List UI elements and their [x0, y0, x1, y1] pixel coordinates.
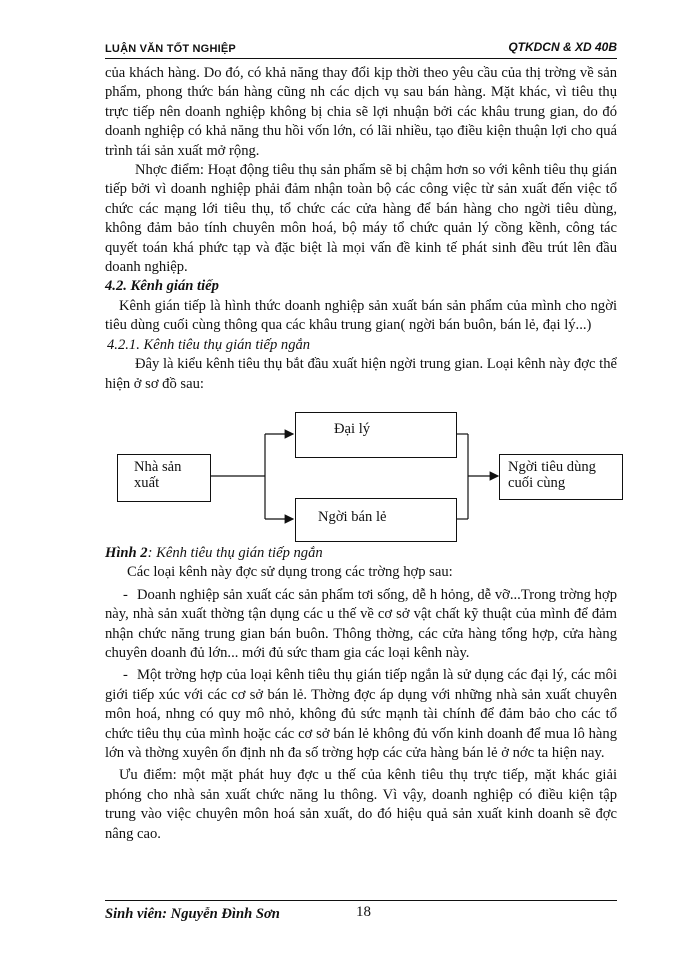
bullet-text-2: Một trờng hợp của loại kênh tiêu thụ gián tiếp ngắn là sử dụng các đại lý, các môi giới tiếp xúc với các cơ sở bán lẻ. Thờng đợc áp dụng với những nhà sản xuất chuyên môn hoá, nhng có quy mô nhỏ, không đủ sức mạnh tài chính để đảm bảo cho các tổ chức tiêu thụ của mình hoặc các cơ sở bán lẻ không đủ vốn kinh doanh để mua lô hàng lớn và thờng xuyên ổn định nh đa số trờng hợp các cửa hàng bán lẻ ở nớc ta hiện nay. [105, 667, 617, 761]
paragraph-disadvantages: Nhợc điểm: Hoạt động tiêu thụ sản phẩm sẽ bị chậm hơn so với kênh tiêu thụ gián tiếp bởi vì doanh nghiệp phải đảm nhận toàn bộ các công việc từ sản xuất đến việc tổ chức các mạng lới tiêu thụ, tổ chức các cửa hàng để bán hàng cho ngời tiêu dùng, không đảm bảo tính chuyên môn hoá, bộ máy tổ chức quản lý cồng kềnh, công tác quyết toán khá phức tạp và đặc biệt là mọi vấn đề kinh tế phát sinh đều trút lên đầu doanh nghiệp. [105, 162, 617, 276]
bullet-dash-1: - [123, 586, 128, 603]
bullet-dash-2: - [123, 667, 128, 684]
figure-caption [105, 544, 617, 563]
page-body [105, 64, 617, 844]
box-retailer [295, 498, 457, 542]
header-class: QTKDCN & XD 40B [508, 40, 617, 54]
caption-label: Hình 2 [105, 544, 148, 561]
channel-diagram [105, 394, 617, 544]
header-divider [105, 58, 617, 59]
page-number: 18 [356, 904, 371, 920]
footer-divider [105, 900, 617, 901]
page-header [105, 40, 617, 56]
box-consumer [499, 454, 623, 500]
paragraph-usage-cases: Các loại kênh này đợc sử dụng trong các trờng hợp sau: [127, 564, 453, 581]
label-consumer: Ngời tiêu dùng cuối cùng [508, 458, 596, 491]
bullet-item-2 [105, 666, 617, 763]
bullet-text-1: Doanh nghiệp sản xuất các sản phẩm tơi sống, dễ h hỏng, dễ vỡ...Trong trờng hợp này, nhà sản xuất thờng tận dụng các u thế về cơ sở vật chất kỹ thuật của mình để đảm nhận chức năng trung gian bán buôn. Thông thờng, các cửa hàng tổng hợp, cửa hàng chuyên doanh đủ lớn... mới đủ sức tham gia các loại kênh này. [105, 586, 617, 661]
paragraph-indirect-channel: Kênh gián tiếp là hình thức doanh nghiệp sản xuất bán sản phẩm của mình cho ngời tiêu dùng cuối cùng thông qua các khâu trung gian( ngời bán buôn, bán lẻ, đại lý...) [105, 297, 617, 334]
paragraph-diagram-intro: Đây là kiểu kênh tiêu thụ bắt đầu xuất hiện ngời trung gian. Loại kênh này đợc thể hiện ở sơ đồ sau: [105, 356, 617, 392]
box-producer [117, 454, 211, 502]
label-retailer: Ngời bán lẻ [318, 508, 387, 525]
label-agent: Đại lý [334, 420, 371, 437]
bullet-item-1 [105, 586, 617, 664]
section-heading-4-2: 4.2. Kênh gián tiếp [105, 278, 219, 295]
label-producer: Nhà sản xuất [134, 458, 182, 491]
paragraph-1: của khách hàng. Do đó, có khả năng thay đổi kịp thời theo yêu cầu của thị trờng về sản phẩm, phong thức bán hàng cũng nh các dịch vụ sau bán hàng. Mặt khác, vì tiêu thụ trực tiếp nên doanh nghiệp không bị chia sẽ lợi nhuận bởi các khâu trung gian, do đó doanh nghiệp có khả năng thu hồi vốn lớn, có lãi nhiều, tạo điều kiện thuận lợi cho quá trình tái sản xuất mở rộng. [105, 65, 617, 159]
section-heading-4-2-1: 4.2.1. Kênh tiêu thụ gián tiếp ngắn [107, 336, 311, 353]
box-agent [295, 412, 457, 458]
footer-student: Sinh viên: Nguyễn Đình Sơn [105, 906, 280, 922]
paragraph-advantages: Ưu điểm: một mặt phát huy đợc u thế của kênh tiêu thụ trực tiếp, mặt khác giải phóng cho nhà sản xuất chức năng lu thông. Vì vậy, doanh nghiệp có điều kiện tập trung vào việc chuyên môn hoá sản xuất, do đó hiệu quả sản xuất kinh doanh sẽ đợc nâng cao. [105, 767, 617, 842]
caption-text: : Kênh tiêu thụ gián tiếp ngắn [147, 544, 323, 561]
header-title: LUẬN VĂN TỐT NGHIỆP [105, 43, 236, 55]
